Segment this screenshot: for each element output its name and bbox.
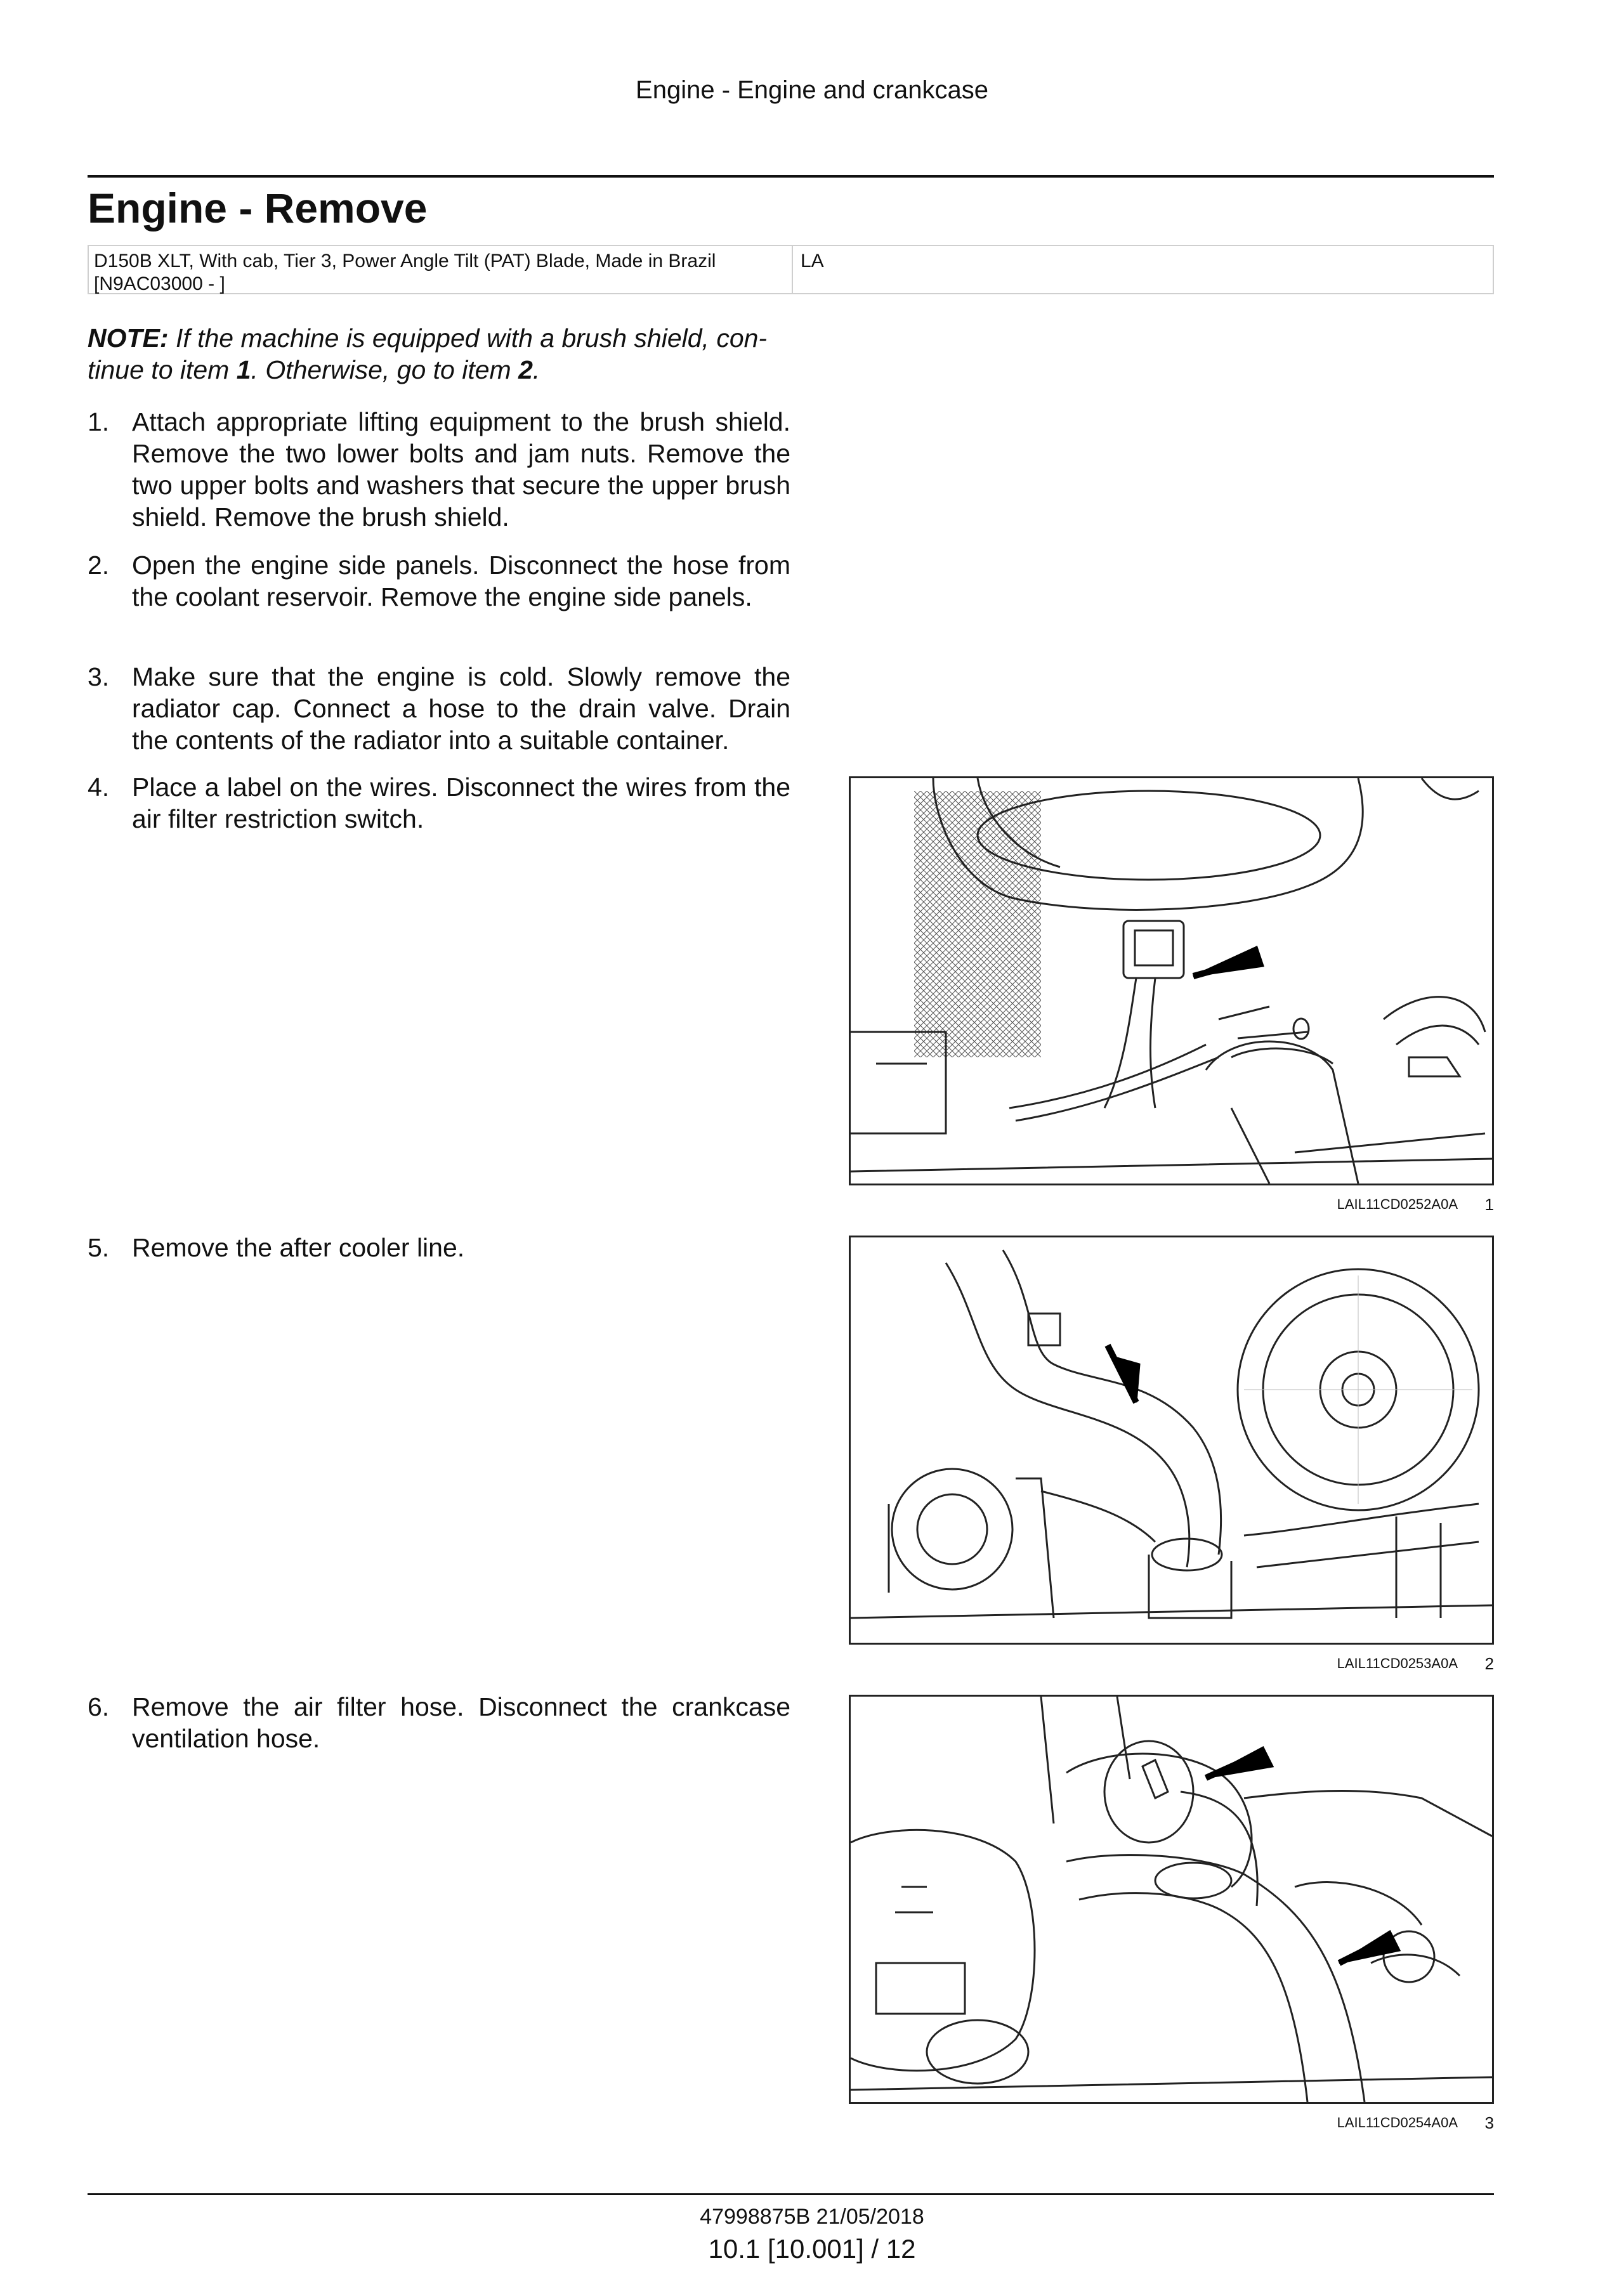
applicability-model [94, 250, 785, 296]
figure-code: LAIL11CD0253A0A [1337, 1655, 1458, 1671]
step-number: 1. [88, 407, 110, 436]
applicability-region: LA [801, 251, 824, 271]
footer-doc-ref: 47998875B 21/05/2018 [700, 2205, 924, 2229]
figure-2-after-cooler-line [849, 1236, 1494, 1645]
step-6 [88, 1691, 790, 1754]
step-text: Remove the after cooler line. [132, 1233, 465, 1262]
footer-rule [88, 2193, 1494, 2195]
model-line-1: D150B XLT, With cab, Tier 3, Power Angle Tilt (PAT) Blade, Made in Brazil [94, 251, 716, 271]
figure-index: 1 [1484, 1195, 1494, 1214]
running-header: Engine - Engine and crankcase [636, 76, 988, 104]
step-3 [88, 661, 790, 756]
applicability-table [88, 245, 1494, 294]
step-text: Make sure that the engine is cold. Slowly remove the radiator cap. Connect a hose to the drain valve. Drain the contents of the radiator into a suitable container. [132, 662, 790, 755]
figure-1-air-filter-switch [849, 776, 1494, 1185]
footer-page-ref: 10.1 [10.001] / 12 [708, 2234, 916, 2264]
figure-3-air-filter-hose [849, 1695, 1494, 2104]
step-5 [88, 1232, 790, 1263]
step-number: 3. [88, 662, 110, 691]
step-text: Place a label on the wires. Disconnect the wires from the air filter restriction switch. [132, 773, 790, 833]
step-number: 4. [88, 773, 110, 802]
step-number: 6. [88, 1692, 110, 1721]
step-text: Attach appropriate lifting equipment to the brush shield. Remove the two lower bolts and jam nuts. Remove the two upper bolts and washers that secure the upper brush shield. Remove the brush shield. [132, 407, 790, 532]
figure-index: 2 [1484, 1654, 1494, 1673]
header-rule [88, 175, 1494, 178]
step-number: 2. [88, 551, 110, 580]
section-title: Engine - Remove [88, 185, 428, 232]
figure-code: LAIL11CD0254A0A [1337, 2115, 1458, 2130]
note-item-ref-2: 2 [518, 355, 533, 384]
step-1 [88, 406, 790, 533]
step-4 [88, 771, 790, 835]
step-text: Remove the air filter hose. Disconnect the crankcase ventilation hose. [132, 1692, 790, 1753]
applicability-divider [792, 246, 793, 293]
note-paragraph: NOTE: If the machine is equipped with a brush shield, con- tinue to item 1. Otherwise, go to item 2. [88, 323, 768, 384]
model-line-2: [N9AC03000 - ] [94, 273, 225, 294]
step-number: 5. [88, 1233, 110, 1262]
figure-code: LAIL11CD0252A0A [1337, 1196, 1458, 1212]
step-2 [88, 549, 790, 613]
note-label: NOTE: [88, 323, 169, 353]
figure-index: 3 [1484, 2113, 1494, 2132]
note-item-ref-1: 1 [236, 355, 251, 384]
step-text: Open the engine side panels. Disconnect the hose from the coolant reservoir. Remove the engine side panels. [132, 551, 790, 611]
